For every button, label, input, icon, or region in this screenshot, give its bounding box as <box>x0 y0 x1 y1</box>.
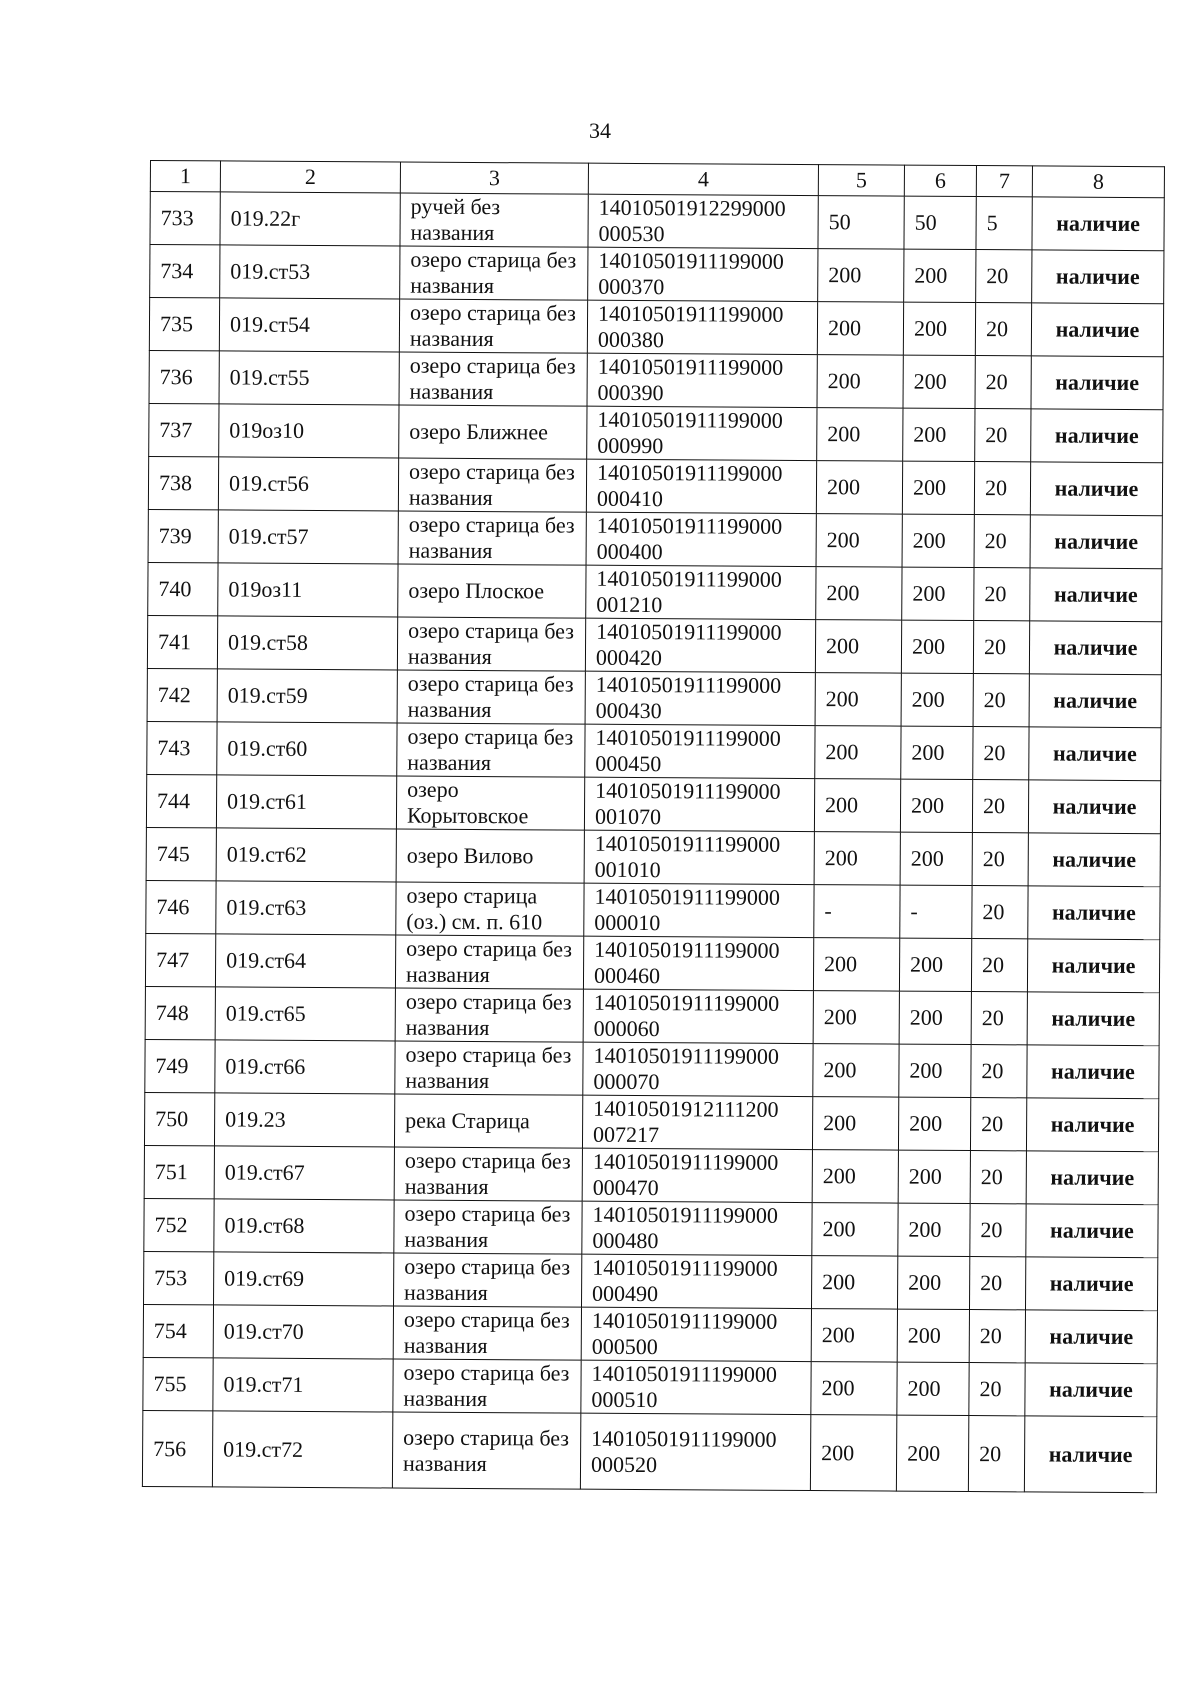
cell-object-name: озеро старица без названия <box>397 670 585 724</box>
cell-object-code: 019.ст66 <box>215 1040 395 1094</box>
cell-status: наличие <box>1032 197 1164 251</box>
cell-width-7: 20 <box>969 1363 1025 1416</box>
cell-row-number: 756 <box>142 1410 212 1486</box>
cell-status: наличие <box>1031 356 1163 410</box>
cell-width-7: 5 <box>976 197 1032 250</box>
cell-width-6: 200 <box>896 1415 968 1491</box>
cell-object-name: озеро старица без названия <box>394 1200 582 1254</box>
cell-status: наличие <box>1030 568 1162 622</box>
cell-width-7: 20 <box>972 780 1028 833</box>
cell-width-7: 20 <box>973 621 1029 674</box>
cell-width-6: 200 <box>897 1309 969 1362</box>
cell-width-5: 200 <box>814 779 900 833</box>
cell-width-6: 200 <box>900 832 972 885</box>
cell-row-number: 754 <box>143 1304 213 1357</box>
cell-object-name: озеро старица без названия <box>398 511 586 565</box>
cell-width-6: 200 <box>902 461 974 514</box>
cell-row-number: 734 <box>150 245 220 298</box>
cell-status: наличие <box>1024 1416 1156 1493</box>
cell-object-code: 019.ст57 <box>218 510 398 564</box>
cell-object-name: озеро старица без названия <box>393 1306 581 1360</box>
cell-registry-code: 14010501911199000 000370 <box>588 247 818 301</box>
cell-object-code: 019.ст56 <box>218 457 398 511</box>
cell-object-code: 019.22г <box>220 192 400 246</box>
cell-object-code: 019.ст55 <box>219 351 399 405</box>
table-row <box>145 1039 1159 1098</box>
table-row <box>149 298 1163 357</box>
cell-object-name: озеро старица без названия <box>397 617 585 671</box>
cell-status: наличие <box>1025 1310 1157 1364</box>
table-row <box>150 245 1164 304</box>
cell-object-code: 019.ст72 <box>212 1411 392 1488</box>
cell-row-number: 735 <box>149 298 219 351</box>
cell-width-7: 20 <box>970 1151 1026 1204</box>
cell-row-number: 750 <box>144 1092 214 1145</box>
cell-width-5: 200 <box>817 408 903 462</box>
cell-width-7: 20 <box>975 356 1031 409</box>
cell-width-5: 200 <box>812 1150 898 1204</box>
cell-registry-code: 14010501912111200 007217 <box>582 1095 812 1149</box>
cell-registry-code: 14010501912299000 000530 <box>588 194 818 248</box>
cell-object-name: озеро старица без названия <box>398 458 586 512</box>
table-row <box>148 562 1162 621</box>
table-row <box>146 827 1160 886</box>
table-row <box>150 192 1164 251</box>
cell-object-code: 019.ст71 <box>213 1358 393 1412</box>
cell-object-name: озеро Вилово <box>396 829 584 883</box>
cell-row-number: 743 <box>147 721 217 774</box>
cell-width-5: 200 <box>811 1256 897 1310</box>
cell-object-code: 019.ст53 <box>220 245 400 299</box>
cell-width-6: 200 <box>901 673 973 726</box>
cell-width-5: 200 <box>816 461 902 515</box>
cell-width-7: 20 <box>970 1098 1026 1151</box>
cell-width-6: 200 <box>901 620 973 673</box>
column-header-3: 3 <box>400 162 588 194</box>
table-row <box>146 880 1160 939</box>
cell-object-name: озеро старица без названия <box>395 1041 583 1095</box>
cell-object-code: 019.ст65 <box>215 987 395 1041</box>
cell-row-number: 741 <box>147 615 217 668</box>
cell-width-7: 20 <box>975 409 1031 462</box>
cell-width-5: 200 <box>818 249 904 303</box>
cell-registry-code: 14010501911199000 001210 <box>586 565 816 619</box>
cell-width-5: 200 <box>812 1203 898 1257</box>
cell-width-5: 200 <box>811 1362 897 1416</box>
cell-width-6: 200 <box>902 514 974 567</box>
cell-width-7: 20 <box>973 674 1029 727</box>
cell-object-name: озеро старица без названия <box>394 1147 582 1201</box>
cell-object-name: озеро Плоское <box>398 564 586 618</box>
table-row <box>143 1357 1157 1416</box>
cell-registry-code: 14010501911199000 000420 <box>585 618 815 672</box>
table-body <box>142 192 1164 1493</box>
cell-width-5: 200 <box>810 1415 896 1492</box>
cell-row-number: 752 <box>144 1198 214 1251</box>
table-row <box>149 350 1163 409</box>
cell-row-number: 745 <box>146 827 216 880</box>
cell-object-code: 019.ст68 <box>214 1199 394 1253</box>
cell-width-7: 20 <box>969 1257 1025 1310</box>
cell-registry-code: 14010501911199000 000460 <box>583 936 813 990</box>
cell-width-5: 200 <box>816 514 902 568</box>
cell-width-6: 200 <box>903 408 975 461</box>
cell-status: наличие <box>1029 621 1161 675</box>
cell-object-code: 019.ст67 <box>214 1146 394 1200</box>
cell-object-code: 019.23 <box>214 1093 394 1147</box>
table-row <box>148 456 1162 515</box>
cell-row-number: 738 <box>148 456 218 509</box>
cell-row-number: 746 <box>146 880 216 933</box>
cell-width-7: 20 <box>971 1045 1027 1098</box>
cell-width-6: 200 <box>903 302 975 355</box>
cell-object-code: 019оз11 <box>218 563 398 617</box>
cell-object-name: озеро Ближнее <box>399 405 587 459</box>
cell-row-number: 751 <box>144 1145 214 1198</box>
column-header-2: 2 <box>220 161 400 193</box>
cell-width-5: 200 <box>816 567 902 621</box>
cell-object-name: озеро старица без названия <box>397 723 585 777</box>
cell-width-7: 20 <box>976 250 1032 303</box>
cell-object-code: 019.ст59 <box>217 669 397 723</box>
cell-width-7: 20 <box>972 886 1028 939</box>
cell-object-name: озеро старица без названия <box>392 1412 580 1489</box>
cell-row-number: 742 <box>147 668 217 721</box>
cell-registry-code: 14010501911199000 000430 <box>585 671 815 725</box>
cell-object-code: 019.ст54 <box>219 298 399 352</box>
cell-width-6: 200 <box>899 1044 971 1097</box>
table-row <box>144 1251 1158 1310</box>
cell-width-6: 200 <box>900 779 972 832</box>
column-header-6: 6 <box>904 165 976 196</box>
cell-width-7: 20 <box>971 992 1027 1045</box>
cell-status: наличие <box>1030 515 1162 569</box>
cell-object-name: озеро старица без названия <box>400 246 588 300</box>
table-row <box>147 615 1161 674</box>
cell-status: наличие <box>1027 1045 1159 1099</box>
cell-width-6: 200 <box>898 1203 970 1256</box>
cell-width-7: 20 <box>970 1204 1026 1257</box>
cell-status: наличие <box>1025 1363 1157 1417</box>
cell-row-number: 737 <box>149 403 219 456</box>
cell-width-5: 200 <box>815 726 901 780</box>
cell-width-6: 200 <box>899 938 971 991</box>
cell-status: наличие <box>1027 939 1159 993</box>
cell-registry-code: 14010501911199000 000520 <box>580 1413 810 1490</box>
cell-row-number: 749 <box>145 1039 215 1092</box>
cell-object-name: озеро старица без названия <box>399 299 587 353</box>
table-row <box>144 1092 1158 1151</box>
cell-width-6: 50 <box>904 196 976 249</box>
cell-status: наличие <box>1026 1098 1158 1152</box>
cell-width-7: 20 <box>968 1416 1024 1492</box>
cell-registry-code: 14010501911199000 001070 <box>584 777 814 831</box>
cell-status: наличие <box>1030 462 1162 516</box>
cell-registry-code: 14010501911199000 000010 <box>584 883 814 937</box>
cell-row-number: 755 <box>143 1357 213 1410</box>
cell-width-7: 20 <box>972 833 1028 886</box>
cell-object-name: озеро старица без названия <box>394 1253 582 1307</box>
cell-width-6: 200 <box>903 355 975 408</box>
table-row <box>144 1198 1158 1257</box>
cell-object-name: озеро старица (оз.) см. п. 610 <box>396 882 584 936</box>
cell-width-5: 50 <box>818 196 904 250</box>
cell-registry-code: 14010501911199000 000450 <box>585 724 815 778</box>
cell-width-6: 200 <box>897 1256 969 1309</box>
cell-registry-code: 14010501911199000 001010 <box>584 830 814 884</box>
table-row <box>147 721 1161 780</box>
cell-object-code: 019.ст63 <box>216 881 396 935</box>
cell-registry-code: 14010501911199000 000500 <box>581 1307 811 1361</box>
cell-width-6: 200 <box>904 249 976 302</box>
cell-row-number: 739 <box>148 509 218 562</box>
cell-object-code: 019.ст70 <box>213 1305 393 1359</box>
cell-width-5: 200 <box>812 1097 898 1151</box>
cell-width-5: 200 <box>813 1044 899 1098</box>
column-header-1: 1 <box>150 161 220 192</box>
table-row <box>147 668 1161 727</box>
cell-width-7: 20 <box>971 939 1027 992</box>
table-row <box>146 774 1160 833</box>
cell-width-7: 20 <box>975 303 1031 356</box>
cell-status: наличие <box>1026 1204 1158 1258</box>
column-header-8: 8 <box>1032 166 1164 198</box>
cell-object-name: озеро старица без названия <box>399 352 587 406</box>
cell-object-name: озеро старица без названия <box>393 1359 581 1413</box>
cell-row-number: 736 <box>149 350 219 403</box>
column-header-5: 5 <box>818 165 904 197</box>
cell-width-7: 20 <box>974 462 1030 515</box>
table-row <box>144 1145 1158 1204</box>
cell-width-5: 200 <box>811 1309 897 1363</box>
page-number: 34 <box>589 118 611 143</box>
cell-object-code: 019оз10 <box>219 404 399 458</box>
cell-width-7: 20 <box>974 568 1030 621</box>
cell-row-number: 747 <box>145 933 215 986</box>
cell-registry-code: 14010501911199000 000400 <box>586 512 816 566</box>
cell-width-5: - <box>814 885 900 939</box>
cell-width-6: - <box>900 885 972 938</box>
cell-registry-code: 14010501911199000 000390 <box>587 353 817 407</box>
cell-registry-code: 14010501911199000 000470 <box>582 1148 812 1202</box>
cell-object-code: 019.ст61 <box>216 775 396 829</box>
cell-width-5: 200 <box>815 673 901 727</box>
water-objects-table <box>142 160 1165 1493</box>
cell-object-code: 019.ст64 <box>215 934 395 988</box>
cell-object-code: 019.ст58 <box>217 616 397 670</box>
cell-row-number: 744 <box>146 774 216 827</box>
cell-object-name: озеро Корытовское <box>396 776 584 830</box>
cell-width-6: 200 <box>901 726 973 779</box>
table-row <box>142 1410 1156 1492</box>
cell-object-code: 019.ст60 <box>217 722 397 776</box>
cell-registry-code: 14010501911199000 000990 <box>587 406 817 460</box>
cell-object-code: 019.ст62 <box>216 828 396 882</box>
table-row <box>143 1304 1157 1363</box>
cell-width-5: 200 <box>817 302 903 356</box>
cell-width-7: 20 <box>969 1310 1025 1363</box>
cell-object-code: 019.ст69 <box>214 1252 394 1306</box>
cell-object-name: озеро старица без названия <box>395 988 583 1042</box>
cell-status: наличие <box>1025 1257 1157 1311</box>
column-header-7: 7 <box>976 166 1032 197</box>
cell-width-6: 200 <box>899 991 971 1044</box>
cell-object-name: ручей без названия <box>400 193 588 247</box>
cell-width-5: 200 <box>813 991 899 1045</box>
cell-object-name: озеро старица без названия <box>395 935 583 989</box>
cell-status: наличие <box>1031 303 1163 357</box>
cell-row-number: 740 <box>148 562 218 615</box>
cell-row-number: 733 <box>150 192 220 245</box>
cell-width-5: 200 <box>817 355 903 409</box>
cell-registry-code: 14010501911199000 000480 <box>582 1201 812 1255</box>
cell-status: наличие <box>1029 727 1161 781</box>
cell-registry-code: 14010501911199000 000060 <box>583 989 813 1043</box>
cell-width-5: 200 <box>815 620 901 674</box>
cell-status: наличие <box>1028 886 1160 940</box>
column-header-4: 4 <box>588 163 818 195</box>
cell-status: наличие <box>1026 1151 1158 1205</box>
cell-status: наличие <box>1027 992 1159 1046</box>
table-row <box>148 509 1162 568</box>
cell-status: наличие <box>1028 833 1160 887</box>
cell-status: наличие <box>1029 674 1161 728</box>
cell-row-number: 748 <box>145 986 215 1039</box>
cell-status: наличие <box>1028 780 1160 834</box>
cell-width-7: 20 <box>973 727 1029 780</box>
cell-width-7: 20 <box>974 515 1030 568</box>
cell-width-6: 200 <box>897 1362 969 1415</box>
cell-width-6: 200 <box>902 567 974 620</box>
cell-width-6: 200 <box>898 1097 970 1150</box>
cell-registry-code: 14010501911199000 000510 <box>581 1360 811 1414</box>
cell-status: наличие <box>1031 409 1163 463</box>
cell-registry-code: 14010501911199000 000070 <box>583 1042 813 1096</box>
table-row <box>145 986 1159 1045</box>
cell-registry-code: 14010501911199000 000380 <box>587 300 817 354</box>
cell-width-5: 200 <box>814 832 900 886</box>
cell-width-6: 200 <box>898 1150 970 1203</box>
cell-width-5: 200 <box>813 938 899 992</box>
cell-row-number: 753 <box>144 1251 214 1304</box>
cell-status: наличие <box>1032 250 1164 304</box>
cell-object-name: река Старица <box>394 1094 582 1148</box>
table-row <box>149 403 1163 462</box>
table-row <box>145 933 1159 992</box>
cell-registry-code: 14010501911199000 000490 <box>582 1254 812 1308</box>
cell-registry-code: 14010501911199000 000410 <box>586 459 816 513</box>
